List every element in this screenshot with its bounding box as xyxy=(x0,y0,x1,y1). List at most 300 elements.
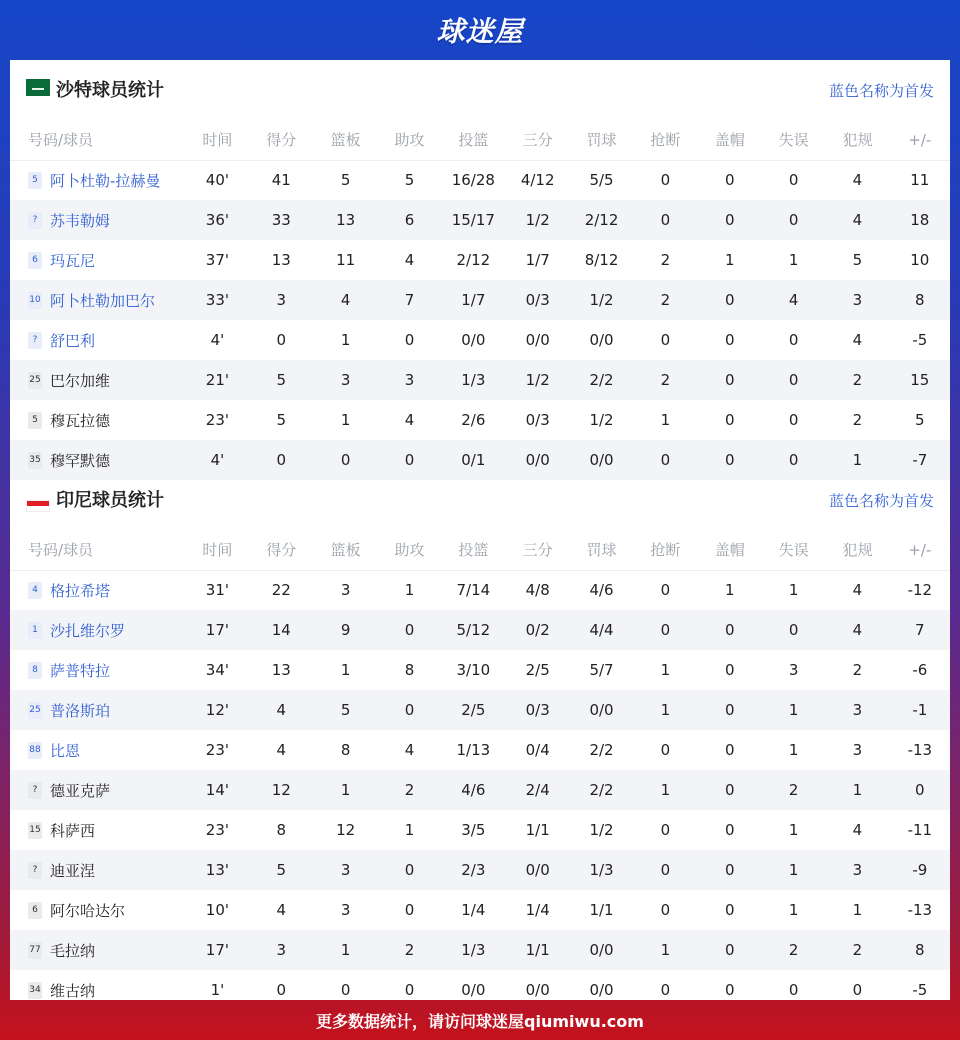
stat-cell: 13 xyxy=(313,200,377,240)
stat-cell: -12 xyxy=(907,581,933,600)
stat-cell: 1 xyxy=(788,581,799,600)
jersey-number-badge: 88 xyxy=(28,742,42,759)
stat-cell: 3/5 xyxy=(461,821,486,839)
stat-cell: 8 xyxy=(890,280,950,320)
stat-cell: 2 xyxy=(852,411,863,429)
stat-cell: 4 xyxy=(249,690,313,730)
stat-cell: 0/0 xyxy=(570,690,633,730)
stat-cell: 13 xyxy=(271,661,291,679)
table-row xyxy=(10,890,950,930)
site-logo[interactable]: 球迷屋 xyxy=(436,15,524,48)
column-header: 罚球 xyxy=(570,530,633,570)
table-row xyxy=(10,810,950,850)
player-name: 迪亚涅 xyxy=(50,861,96,880)
stat-cell: 4' xyxy=(186,440,249,480)
column-header: 盖帽 xyxy=(698,120,762,160)
stat-cell: 1 xyxy=(633,770,697,810)
player-name: 维古纳 xyxy=(50,981,96,1000)
stat-cell: 1 xyxy=(660,411,671,429)
player-cell xyxy=(10,770,186,810)
stat-cell: 1/3 xyxy=(441,930,505,970)
jersey-number-badge: 6 xyxy=(28,252,42,269)
stat-cell: 4 xyxy=(852,821,863,839)
jersey-number-badge: 8 xyxy=(28,662,42,679)
stat-cell: 2 xyxy=(762,930,825,970)
stat-cell: 1 xyxy=(633,930,697,970)
stat-cell: 2/12 xyxy=(456,251,491,269)
stat-cell: 0 xyxy=(698,440,762,480)
column-header: 投篮 xyxy=(441,530,505,570)
stat-cell: 1/2 xyxy=(589,821,614,839)
column-header: 三分 xyxy=(506,120,570,160)
column-header: 三分 xyxy=(506,530,570,570)
table-row xyxy=(10,730,950,770)
stat-cell: 0 xyxy=(404,331,415,349)
stat-cell: 1' xyxy=(210,981,225,999)
stat-cell: 0 xyxy=(698,610,762,650)
player-cell xyxy=(10,360,186,400)
stat-cell: 4' xyxy=(210,331,225,349)
table-row xyxy=(10,930,950,970)
player-cell xyxy=(10,930,186,970)
stat-cell: 1 xyxy=(724,581,735,600)
stat-cell: 11 xyxy=(910,171,930,190)
stat-cell: 2/5 xyxy=(441,690,505,730)
player-name: 科萨西 xyxy=(50,821,96,840)
table-row xyxy=(10,770,950,810)
table-row xyxy=(10,400,950,440)
stat-cell: 1/2 xyxy=(506,200,570,240)
stat-cell: 0/0 xyxy=(461,981,486,999)
stat-cell: -5 xyxy=(912,981,928,999)
stat-cell: 5/5 xyxy=(589,171,614,190)
stat-cell: 2/6 xyxy=(461,411,486,429)
stat-cell: 5 xyxy=(852,251,863,269)
indonesia-flag-icon xyxy=(26,500,50,512)
stat-cell: 0 xyxy=(633,440,697,480)
header-bar xyxy=(0,0,960,60)
stat-cell: 0/0 xyxy=(525,981,550,999)
stat-cell: 0/1 xyxy=(441,440,505,480)
stat-cell: 1/2 xyxy=(570,280,633,320)
stat-cell: 4/6 xyxy=(441,770,505,810)
jersey-number-badge: 25 xyxy=(28,372,42,389)
stat-cell: 0 xyxy=(404,901,415,919)
indonesia-section xyxy=(10,470,950,1010)
stat-cell: 4 xyxy=(762,280,825,320)
stat-cell: 4 xyxy=(313,280,377,320)
stat-cell: 0 xyxy=(378,610,441,650)
table-row xyxy=(10,360,950,400)
stat-cell: 1 xyxy=(660,661,671,679)
column-header: 抢断 xyxy=(633,530,697,570)
player-name[interactable]: 舒巴利 xyxy=(50,331,96,350)
player-name: 毛拉纳 xyxy=(50,941,96,960)
column-header: 时间 xyxy=(186,120,249,160)
stat-cell: 4 xyxy=(404,411,415,429)
stat-cell: 0/3 xyxy=(525,411,550,429)
stat-cell: 1 xyxy=(340,331,351,349)
stat-cell: 0 xyxy=(724,901,735,919)
player-name[interactable]: 阿卜杜勒加巴尔 xyxy=(50,291,156,310)
stat-cell: 6 xyxy=(378,200,441,240)
stat-cell: 1/2 xyxy=(506,360,570,400)
stat-cell: 1 xyxy=(762,850,825,890)
stat-cell: 18 xyxy=(890,200,950,240)
stat-cell: 3 xyxy=(825,850,889,890)
section-header xyxy=(10,60,950,120)
jersey-number-badge: 1 xyxy=(28,622,42,639)
stat-cell: 0 xyxy=(698,770,762,810)
stat-cell: 3 xyxy=(249,280,313,320)
stat-cell: 10' xyxy=(205,901,230,919)
stat-cell: 14' xyxy=(186,770,249,810)
stat-cell: 2/3 xyxy=(441,850,505,890)
stat-cell: 0 xyxy=(698,930,762,970)
player-name: 巴尔加维 xyxy=(50,371,111,390)
jersey-number-badge: 34 xyxy=(28,982,42,999)
column-header: 失误 xyxy=(762,120,825,160)
stat-cell: 0 xyxy=(698,280,762,320)
stat-cell: 2 xyxy=(660,251,671,269)
table-row xyxy=(10,240,950,280)
stat-cell: 0 xyxy=(340,981,351,999)
table-row xyxy=(10,850,950,890)
stat-cell: 33' xyxy=(186,280,249,320)
stat-cell: 1 xyxy=(313,770,377,810)
column-header: 号码/球员 xyxy=(10,120,186,160)
stat-cell: 4 xyxy=(404,251,415,269)
stat-cell: 0 xyxy=(724,171,735,190)
stat-cell: 5 xyxy=(276,411,287,429)
column-header: 投篮 xyxy=(441,120,505,160)
stat-cell: 0 xyxy=(660,331,671,349)
stat-cell: 5/7 xyxy=(589,661,614,679)
stat-cell: 1/3 xyxy=(441,360,505,400)
player-name[interactable]: 玛瓦尼 xyxy=(50,251,96,270)
stat-cell: 0 xyxy=(698,850,762,890)
player-cell xyxy=(10,160,186,200)
stat-cell: 17' xyxy=(186,930,249,970)
jersey-number-badge: ? xyxy=(28,212,42,229)
stat-cell: 1/7 xyxy=(525,251,550,269)
stat-cell: 1 xyxy=(825,770,889,810)
stat-cell: 0/0 xyxy=(525,331,550,349)
stat-cell: 1/4 xyxy=(525,901,550,919)
player-name[interactable]: 苏韦勒姆 xyxy=(50,211,111,230)
stat-cell: -13 xyxy=(907,901,933,919)
stat-cell: 23' xyxy=(205,821,230,839)
starter-note: 蓝色名称为首发 xyxy=(828,82,934,100)
player-stats-table xyxy=(10,120,950,480)
stat-cell: 1 xyxy=(633,690,697,730)
column-header: 号码/球员 xyxy=(10,530,186,570)
stat-cell: 0 xyxy=(724,821,735,839)
starter-note: 蓝色名称为首发 xyxy=(828,492,934,510)
player-name[interactable]: 普洛斯珀 xyxy=(50,701,111,720)
stat-cell: 3 xyxy=(340,581,351,600)
player-name[interactable]: 格拉希塔 xyxy=(50,581,111,600)
stat-cell: 7/14 xyxy=(456,581,491,600)
jersey-number-badge: 35 xyxy=(28,452,42,469)
stat-cell: 2/4 xyxy=(506,770,570,810)
player-cell xyxy=(10,200,186,240)
stats-card xyxy=(10,60,950,1000)
player-name: 穆罕默德 xyxy=(50,451,111,470)
jersey-number-badge: 77 xyxy=(28,942,42,959)
stat-cell: 4/6 xyxy=(589,581,614,600)
stat-cell: 4 xyxy=(852,171,863,190)
stat-cell: -6 xyxy=(912,661,928,679)
stat-cell: 4 xyxy=(825,200,889,240)
stat-cell: 8 xyxy=(276,821,287,839)
player-cell xyxy=(10,610,186,650)
stat-cell: 0/0 xyxy=(506,850,570,890)
stat-cell: 0 xyxy=(660,981,671,999)
stat-cell: 3 xyxy=(825,690,889,730)
stat-cell: 41 xyxy=(271,171,291,190)
stat-cell: 0 xyxy=(633,610,697,650)
column-header: 失误 xyxy=(762,530,825,570)
column-header: 得分 xyxy=(249,120,313,160)
stat-cell: 0 xyxy=(724,741,735,759)
column-header: 犯规 xyxy=(825,120,889,160)
stat-cell: 0 xyxy=(660,171,671,190)
stat-cell: 2/2 xyxy=(589,741,614,759)
stat-cell: 0/0 xyxy=(570,930,633,970)
stat-cell: 0 xyxy=(724,661,735,679)
column-header: 助攻 xyxy=(378,530,441,570)
stat-cell: 0 xyxy=(762,610,825,650)
stat-cell: 1 xyxy=(852,901,863,919)
stat-cell: 1 xyxy=(788,821,799,839)
stat-cell: 4 xyxy=(404,741,415,759)
stat-cell: 0 xyxy=(378,850,441,890)
jersey-number-badge: ? xyxy=(28,782,42,799)
stat-cell: 34' xyxy=(205,661,230,679)
stat-cell: 3 xyxy=(313,850,377,890)
jersey-number-badge: 15 xyxy=(28,822,42,839)
stat-cell: -5 xyxy=(912,331,928,349)
stat-cell: 23' xyxy=(205,411,230,429)
stat-cell: 13' xyxy=(186,850,249,890)
stat-cell: 1 xyxy=(788,251,799,269)
stat-cell: 1/3 xyxy=(570,850,633,890)
jersey-number-badge: 5 xyxy=(28,412,42,429)
stat-cell: 33 xyxy=(249,200,313,240)
stat-cell: 0 xyxy=(660,581,671,600)
stat-cell: 1 xyxy=(340,661,351,679)
column-header: 时间 xyxy=(186,530,249,570)
player-cell xyxy=(10,810,186,850)
stat-cell: -1 xyxy=(890,690,950,730)
stat-cell: 4/8 xyxy=(525,581,550,600)
stat-cell: 1/4 xyxy=(461,901,486,919)
stat-cell: 3/10 xyxy=(456,661,491,679)
stat-cell: 7 xyxy=(378,280,441,320)
stat-cell: 2/2 xyxy=(570,770,633,810)
stat-cell: 0 xyxy=(762,360,825,400)
column-header: 抢断 xyxy=(633,120,697,160)
stat-cell: 13 xyxy=(271,251,291,269)
stat-cell: 12 xyxy=(249,770,313,810)
saudi-section xyxy=(10,60,950,480)
column-header: +/- xyxy=(890,530,950,570)
player-name[interactable]: 比恩 xyxy=(50,741,81,760)
stat-cell: 5/12 xyxy=(441,610,505,650)
stat-cell: 1/7 xyxy=(441,280,505,320)
stat-cell: 0/3 xyxy=(506,280,570,320)
stat-cell: 3 xyxy=(852,741,863,759)
column-header: 罚球 xyxy=(570,120,633,160)
stat-cell: 0 xyxy=(633,850,697,890)
section-title: 沙特球员统计 xyxy=(56,80,164,101)
stat-cell: 31' xyxy=(205,581,230,600)
stat-cell: -7 xyxy=(890,440,950,480)
stat-cell: 4 xyxy=(276,901,287,919)
stat-cell: 23' xyxy=(205,741,230,759)
stat-cell: 1 xyxy=(825,440,889,480)
stat-cell: 17' xyxy=(186,610,249,650)
table-row xyxy=(10,650,950,690)
footer-link[interactable]: 更多数据统计，请访问球迷屋qiumiwu.com xyxy=(316,1011,644,1031)
stat-cell: 7 xyxy=(890,610,950,650)
stat-cell: 0 xyxy=(788,981,799,999)
stat-cell: 0/0 xyxy=(589,331,614,349)
stat-cell: 0 xyxy=(724,331,735,349)
stat-cell: 2 xyxy=(633,360,697,400)
stat-cell: 0 xyxy=(378,440,441,480)
column-header: 篮板 xyxy=(313,120,377,160)
stat-cell: -11 xyxy=(907,821,933,839)
stat-cell: 0 xyxy=(698,690,762,730)
jersey-number-badge: 4 xyxy=(28,582,42,599)
stat-cell: 0 xyxy=(788,331,799,349)
stat-cell: 2 xyxy=(825,360,889,400)
stat-cell: 1/1 xyxy=(525,821,550,839)
stat-cell: 1/2 xyxy=(589,411,614,429)
stat-cell: 11 xyxy=(336,251,356,269)
stat-cell: 1 xyxy=(404,821,415,839)
stat-cell: 40' xyxy=(205,171,230,190)
player-name: 穆瓦拉德 xyxy=(50,411,111,430)
stat-cell: 5 xyxy=(313,690,377,730)
stat-cell: 0 xyxy=(762,440,825,480)
player-cell xyxy=(10,730,186,770)
column-header: 盖帽 xyxy=(698,530,762,570)
stat-cell: 4/12 xyxy=(520,171,555,190)
stat-cell: 21' xyxy=(186,360,249,400)
stat-cell: 2 xyxy=(378,770,441,810)
jersey-number-badge: 5 xyxy=(28,172,42,189)
player-cell xyxy=(10,850,186,890)
player-name[interactable]: 阿卜杜勒-拉赫曼 xyxy=(50,171,161,190)
stat-cell: 12 xyxy=(336,821,356,839)
jersey-number-badge: ? xyxy=(28,332,42,349)
player-name: 阿尔哈达尔 xyxy=(50,901,126,920)
stat-cell: 0 xyxy=(378,690,441,730)
stat-cell: 5 xyxy=(249,360,313,400)
stat-cell: 0 xyxy=(660,901,671,919)
table-row xyxy=(10,200,950,240)
stat-cell: 2/5 xyxy=(525,661,550,679)
stat-cell: 14 xyxy=(249,610,313,650)
stat-cell: 1 xyxy=(724,251,735,269)
table-row xyxy=(10,570,950,610)
stat-cell: 0 xyxy=(249,440,313,480)
stat-cell: 3 xyxy=(378,360,441,400)
jersey-number-badge: 6 xyxy=(28,902,42,919)
stat-cell: 4 xyxy=(825,610,889,650)
stat-cell: 0/3 xyxy=(506,690,570,730)
table-row xyxy=(10,320,950,360)
player-name[interactable]: 沙扎维尔罗 xyxy=(50,621,126,640)
column-header: 得分 xyxy=(249,530,313,570)
stat-cell: 0/0 xyxy=(589,981,614,999)
player-name: 德亚克萨 xyxy=(50,781,111,800)
jersey-number-badge: ? xyxy=(28,862,42,879)
player-cell xyxy=(10,240,186,280)
stat-cell: 4 xyxy=(852,331,863,349)
stat-cell: 2 xyxy=(378,930,441,970)
stat-cell: 5 xyxy=(404,171,415,190)
player-cell xyxy=(10,890,186,930)
stat-cell: 1 xyxy=(762,690,825,730)
stat-cell: 1/13 xyxy=(456,741,491,759)
stat-cell: 0 xyxy=(660,741,671,759)
stat-cell: 0 xyxy=(633,200,697,240)
player-stats-table xyxy=(10,530,950,1010)
stat-cell: -13 xyxy=(907,741,933,759)
stat-cell: 0 xyxy=(852,981,863,999)
stat-cell: 10 xyxy=(910,251,930,269)
stat-cell: -9 xyxy=(890,850,950,890)
stat-cell: 15 xyxy=(890,360,950,400)
table-header-row xyxy=(10,120,950,160)
section-header xyxy=(10,470,950,530)
stat-cell: 0 xyxy=(313,440,377,480)
stat-cell: 0 xyxy=(404,981,415,999)
stat-cell: 0 xyxy=(762,200,825,240)
stat-cell: 15/17 xyxy=(441,200,505,240)
stat-cell: 2 xyxy=(825,930,889,970)
table-row xyxy=(10,610,950,650)
stat-cell: 4 xyxy=(852,581,863,600)
stat-cell: 1 xyxy=(340,411,351,429)
stat-cell: 2/2 xyxy=(570,360,633,400)
stat-cell: 0/0 xyxy=(506,440,570,480)
player-cell xyxy=(10,320,186,360)
stat-cell: 1 xyxy=(788,901,799,919)
table-row xyxy=(10,160,950,200)
stat-cell: 1/1 xyxy=(506,930,570,970)
stat-cell: 1 xyxy=(788,741,799,759)
player-cell xyxy=(10,570,186,610)
footer-bar xyxy=(0,1000,960,1040)
stat-cell: 0 xyxy=(660,821,671,839)
player-name[interactable]: 萨普特拉 xyxy=(50,661,111,680)
player-cell xyxy=(10,280,186,320)
stat-cell: 2/12 xyxy=(570,200,633,240)
stat-cell: 8 xyxy=(404,661,415,679)
jersey-number-badge: 10 xyxy=(28,292,42,309)
stat-cell: 9 xyxy=(313,610,377,650)
stat-cell: 0 xyxy=(698,360,762,400)
stat-cell: 37' xyxy=(205,251,230,269)
stat-cell: 22 xyxy=(271,581,291,600)
section-title: 印尼球员统计 xyxy=(56,490,164,511)
stat-cell: 0 xyxy=(276,981,287,999)
